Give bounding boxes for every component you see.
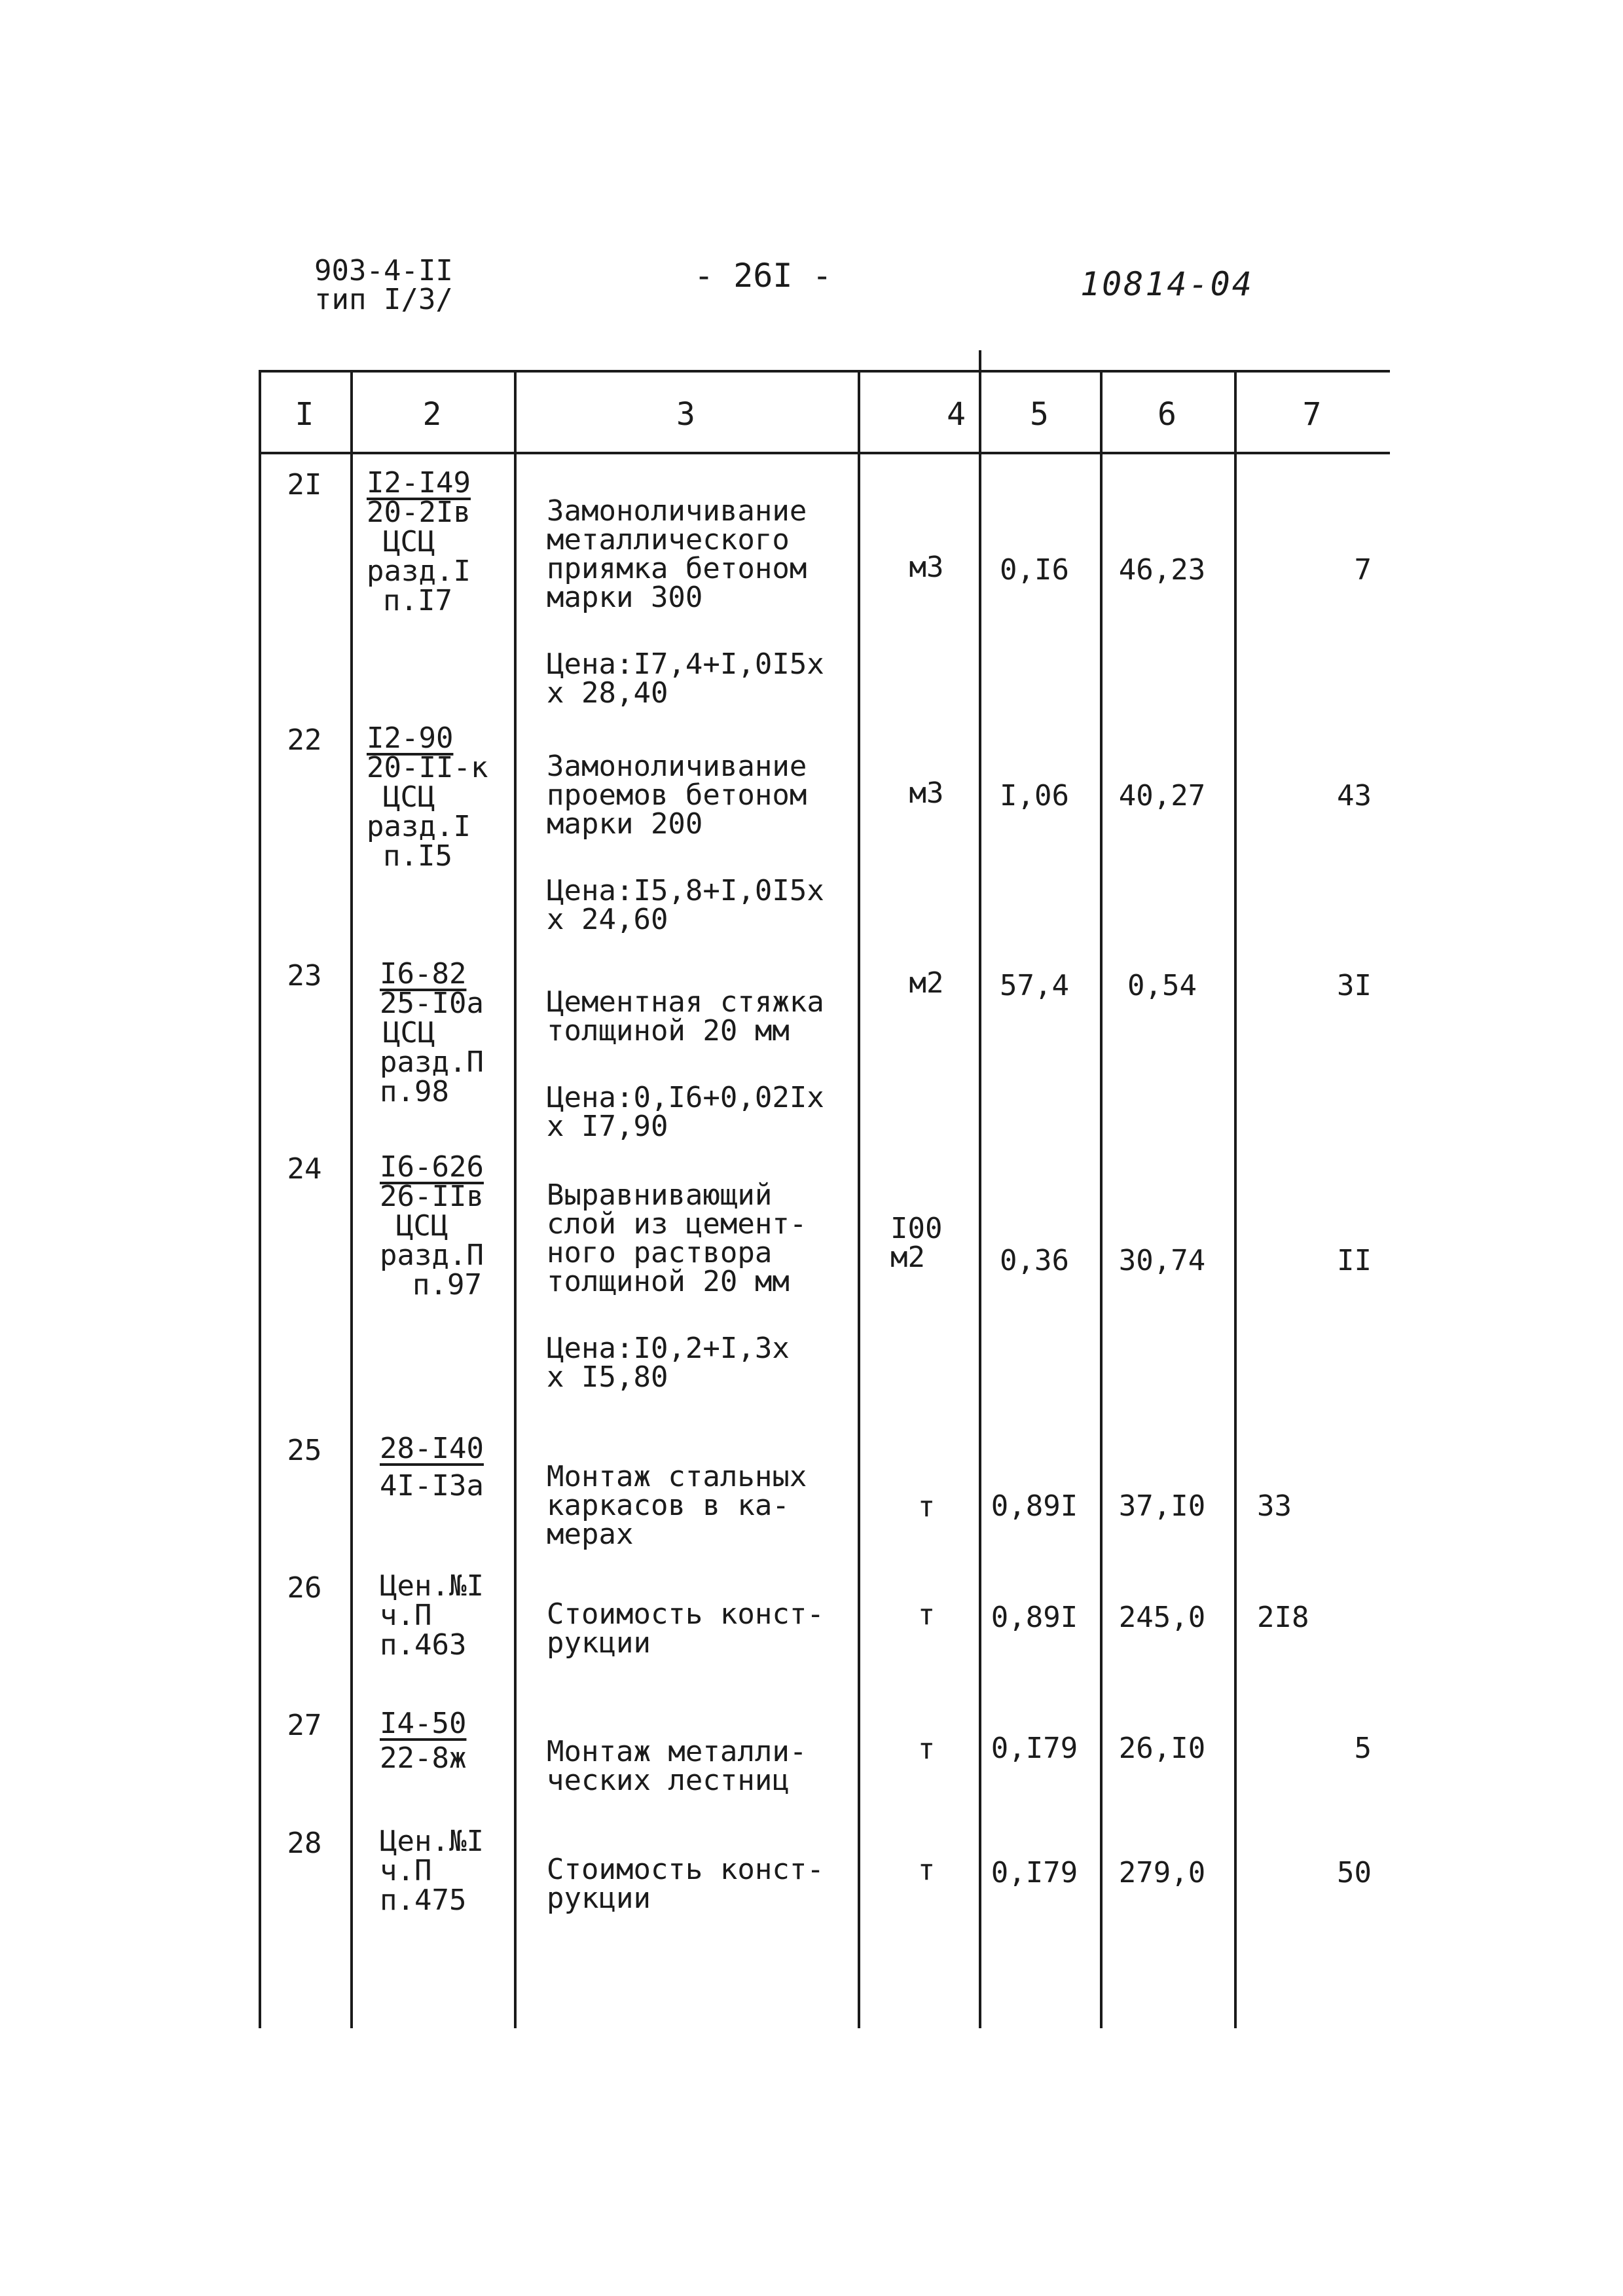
column-number: 2 bbox=[422, 396, 442, 433]
quantity: 0,89I bbox=[991, 1489, 1078, 1523]
quantity: 0,I79 bbox=[991, 1732, 1078, 1765]
row-number: 22 bbox=[287, 723, 322, 757]
norm-item: п.463 bbox=[380, 1628, 467, 1662]
description-text: Стоимость конст- рукции bbox=[547, 1597, 824, 1660]
total-cost: 50 bbox=[1337, 1856, 1372, 1889]
norm-code: I2-90 bbox=[367, 721, 454, 755]
document-code bbox=[314, 254, 453, 316]
norm-subcode: 20-II-к bbox=[367, 751, 488, 784]
work-description bbox=[547, 1434, 874, 1578]
row-number: 23 bbox=[287, 959, 322, 993]
description-text: Стоимость конст- рукции bbox=[547, 1853, 824, 1915]
norm-reference bbox=[380, 1709, 504, 1773]
norm-source: ЦСЦ bbox=[396, 1209, 448, 1243]
norm-item: п.475 bbox=[380, 1884, 467, 1917]
norm-code: I6-82 bbox=[380, 957, 467, 991]
price-formula: Цена:I0,2+I,3x x I5,80 bbox=[547, 1332, 790, 1394]
total-cost: 5 bbox=[1354, 1732, 1372, 1765]
norm-item: п.97 bbox=[412, 1268, 482, 1302]
unit-price: 279,0 bbox=[1118, 1856, 1206, 1889]
unit: I00 м2 bbox=[890, 1212, 943, 1274]
total-cost: 7 bbox=[1354, 553, 1372, 587]
norm-source: ЦСЦ bbox=[383, 1016, 435, 1049]
table-row bbox=[259, 1571, 1390, 1689]
norm-subcode: ч.П bbox=[380, 1599, 432, 1632]
unit-price: 30,74 bbox=[1118, 1244, 1206, 1277]
column-number: 3 bbox=[676, 396, 695, 433]
quantity: 0,I6 bbox=[1000, 553, 1069, 587]
price-formula: Цена:0,I6+0,02Ix x I7,90 bbox=[547, 1081, 824, 1143]
norm-section: разд.П bbox=[380, 1239, 484, 1272]
norm-reference bbox=[380, 1827, 504, 1915]
norm-reference bbox=[367, 723, 491, 871]
norm-subcode: 26-IIв bbox=[380, 1180, 484, 1213]
norm-code: I6-626 bbox=[380, 1150, 484, 1184]
description-text: Замоноличивание металлического приямка бетоном марки 300 bbox=[547, 494, 807, 614]
norm-code: I4-50 bbox=[380, 1707, 467, 1740]
work-description bbox=[547, 1709, 874, 1824]
unit-price: 46,23 bbox=[1118, 553, 1206, 587]
inventory-number: 10814-04 bbox=[1080, 265, 1254, 303]
work-description bbox=[547, 468, 874, 737]
norm-reference bbox=[380, 1152, 504, 1300]
row-number: 24 bbox=[287, 1152, 322, 1186]
norm-item: п.98 bbox=[380, 1075, 449, 1108]
price-formula: Цена:I5,8+I,0I5x x 24,60 bbox=[547, 874, 824, 936]
unit: т bbox=[917, 1732, 936, 1766]
unit: т bbox=[917, 1598, 936, 1631]
norm-code: Цен.№I bbox=[380, 1825, 484, 1858]
table-row bbox=[259, 1709, 1390, 1813]
norm-subcode: ч.П bbox=[380, 1854, 432, 1887]
column-number: 4 bbox=[947, 396, 966, 433]
column-number: 6 bbox=[1158, 396, 1176, 433]
column-number: 7 bbox=[1302, 396, 1322, 433]
column-number: 5 bbox=[1030, 396, 1049, 433]
unit: м3 bbox=[909, 776, 944, 810]
norm-item: п.I7 bbox=[383, 584, 452, 617]
estimate-table bbox=[259, 370, 1390, 2028]
norm-code: 28-I40 bbox=[380, 1432, 484, 1465]
norm-reference bbox=[367, 468, 491, 615]
total-cost: 43 bbox=[1337, 779, 1372, 812]
description-text: Выравнивающий слой из цемент- ного раствора толщиной 20 мм bbox=[547, 1178, 807, 1298]
document-code-line1: 903-4-II bbox=[314, 254, 453, 287]
norm-reference bbox=[380, 1434, 504, 1501]
unit-price: 26,I0 bbox=[1118, 1732, 1206, 1765]
quantity: 0,I79 bbox=[991, 1856, 1078, 1889]
row-number: 27 bbox=[287, 1709, 322, 1742]
unit-price: 0,54 bbox=[1127, 969, 1197, 1002]
row-number: 2I bbox=[287, 468, 322, 501]
table-row bbox=[259, 1152, 1390, 1414]
unit: т bbox=[917, 1490, 936, 1523]
page-number: - 26I - bbox=[694, 257, 832, 295]
norm-subcode: 25-I0а bbox=[380, 987, 484, 1020]
description-text: Цементная стяжка толщиной 20 мм bbox=[547, 985, 824, 1048]
document-code-line2: тип I/3/ bbox=[314, 283, 453, 316]
total-cost: 3I bbox=[1337, 969, 1372, 1002]
unit-price: 40,27 bbox=[1118, 779, 1206, 812]
unit: м3 bbox=[909, 551, 944, 584]
norm-subcode: 22-8ж bbox=[380, 1741, 467, 1775]
table-row bbox=[259, 959, 1390, 1162]
work-description bbox=[547, 723, 874, 963]
work-description bbox=[547, 959, 874, 1170]
norm-reference bbox=[380, 959, 504, 1106]
total-cost: 2I8 bbox=[1257, 1601, 1309, 1634]
norm-section: разд.I bbox=[367, 810, 471, 843]
unit: т bbox=[917, 1853, 936, 1887]
table-row bbox=[259, 723, 1390, 939]
norm-item: п.I5 bbox=[383, 839, 452, 873]
total-cost: 33 bbox=[1257, 1489, 1292, 1523]
row-number: 26 bbox=[287, 1571, 322, 1605]
norm-code: Цен.№I bbox=[380, 1569, 484, 1603]
quantity: 57,4 bbox=[1000, 969, 1069, 1002]
table-top-rule bbox=[259, 370, 1390, 373]
table-row bbox=[259, 468, 1390, 717]
norm-subcode: 20-2Iв bbox=[367, 496, 471, 529]
description-text: Монтаж стальных каркасов в ка- мерах bbox=[547, 1460, 807, 1551]
quantity: 0,36 bbox=[1000, 1244, 1069, 1277]
unit: м2 bbox=[909, 966, 944, 1000]
total-cost: II bbox=[1337, 1244, 1372, 1277]
table-row bbox=[259, 1827, 1390, 1958]
work-description bbox=[547, 1152, 874, 1421]
header-bottom-rule bbox=[259, 452, 1390, 454]
column-number: I bbox=[295, 396, 314, 433]
work-description bbox=[547, 1827, 874, 1942]
norm-reference bbox=[380, 1571, 504, 1660]
description-text: Монтаж металли- ческих лестниц bbox=[547, 1735, 807, 1797]
unit-price: 245,0 bbox=[1118, 1601, 1206, 1634]
row-number: 25 bbox=[287, 1434, 322, 1467]
row-number: 28 bbox=[287, 1827, 322, 1860]
price-formula: Цена:I7,4+I,0I5x x 28,40 bbox=[547, 647, 824, 710]
work-description bbox=[547, 1571, 874, 1686]
norm-subcode: 4I-I3а bbox=[380, 1469, 484, 1503]
table-row bbox=[259, 1432, 1390, 1551]
norm-source: ЦСЦ bbox=[383, 780, 435, 814]
quantity: I,06 bbox=[1000, 779, 1069, 812]
norm-code: I2-I49 bbox=[367, 466, 471, 500]
quantity: 0,89I bbox=[991, 1601, 1078, 1634]
norm-section: разд.I bbox=[367, 555, 471, 588]
description-text: Замоноличивание проемов бетоном марки 200 bbox=[547, 750, 807, 841]
norm-source: ЦСЦ bbox=[383, 525, 435, 558]
norm-section: разд.П bbox=[380, 1046, 484, 1079]
unit-price: 37,I0 bbox=[1118, 1489, 1206, 1523]
